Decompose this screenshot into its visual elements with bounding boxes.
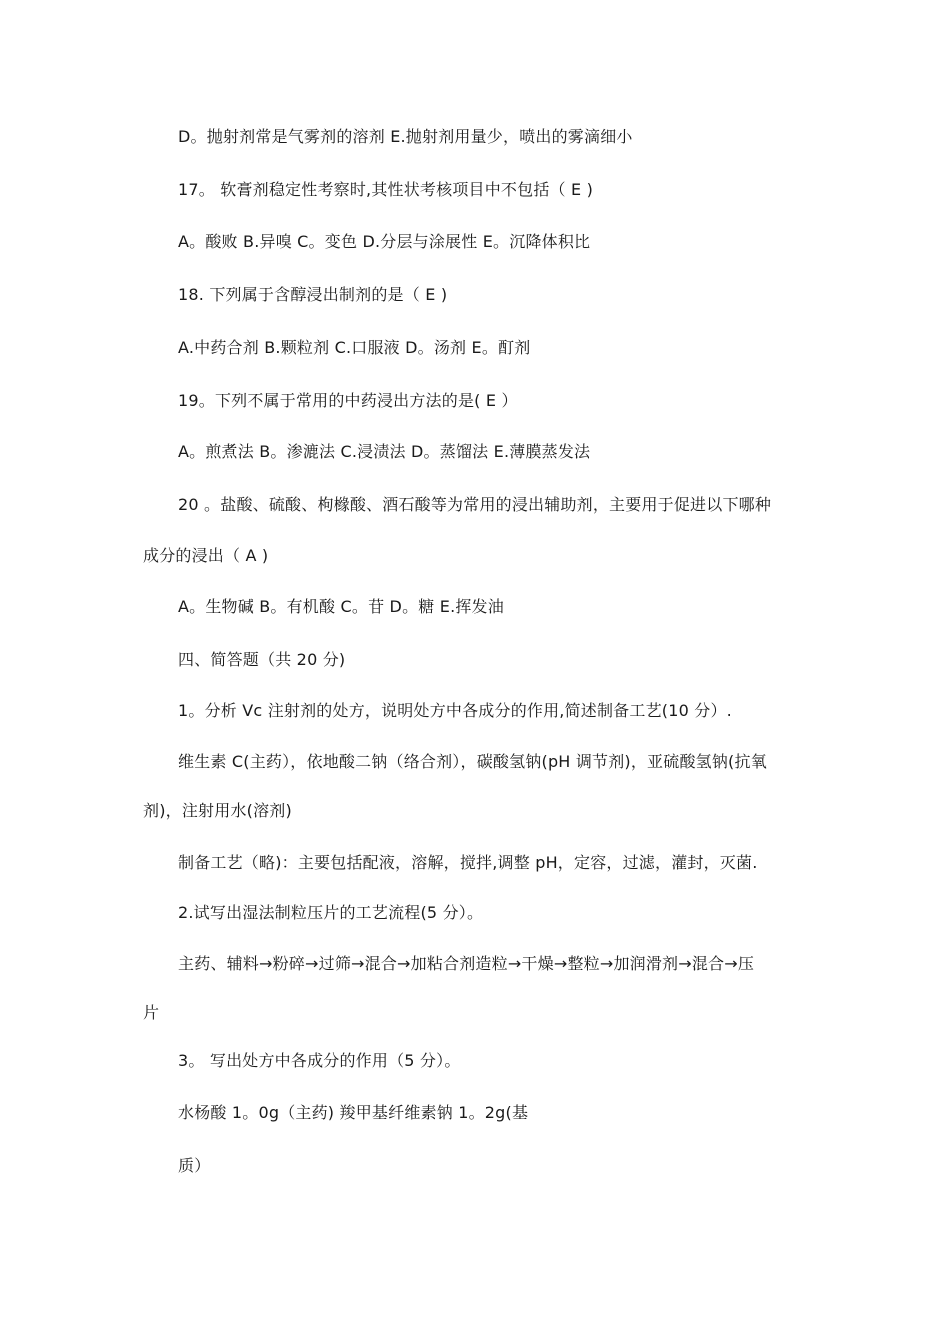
answer-1-text-continued: 剂)，注射用水(溶剂) bbox=[143, 801, 292, 820]
options-18: A.中药合剂 B.颗粒剂 C.口服液 D。汤剂 E。酊剂 bbox=[178, 338, 531, 357]
answer-2-flow-continued: 片 bbox=[143, 1003, 160, 1022]
short-answer-2: 2.试写出湿法制粒压片的工艺流程(5 分）。 bbox=[178, 903, 484, 922]
short-answer-3: 3。 写出处方中各成分的作用（5 分）。 bbox=[178, 1051, 461, 1070]
question-18: 18. 下列属于含醇浸出制剂的是（ E ) bbox=[178, 285, 448, 304]
question-17: 17。 软膏剂稳定性考察时,其性状考核项目中不包括（ E ) bbox=[178, 180, 594, 199]
options-17: A。酸败 B.异嗅 C。变色 D.分层与涂展性 E。沉降体积比 bbox=[178, 232, 591, 251]
question-19: 19。下列不属于常用的中药浸出方法的是( E ） bbox=[178, 391, 518, 410]
option-line-16: D。抛射剂常是气雾剂的溶剂 E.抛射剂用量少，喷出的雾滴细小 bbox=[178, 127, 633, 146]
section-heading: 四、简答题（共 20 分) bbox=[178, 650, 346, 669]
options-20: A。生物碱 B。有机酸 C。苷 D。糖 E.挥发油 bbox=[178, 597, 504, 616]
answer-3-formula-continued: 质） bbox=[178, 1156, 211, 1175]
short-answer-1: 1。分析 Vc 注射剂的处方，说明处方中各成分的作用,简述制备工艺(10 分）. bbox=[178, 701, 732, 720]
question-20-continued: 成分的浸出（ A ) bbox=[143, 546, 269, 565]
answer-3-formula: 水杨酸 1。0g（主药) 羧甲基纤维素钠 1。2g(基 bbox=[178, 1103, 529, 1122]
answer-1-process: 制备工艺（略)：主要包括配液，溶解，搅拌,调整 pH，定容，过滤，灌封，灭菌. bbox=[178, 853, 758, 872]
answer-2-flow: 主药、辅料→粉碎→过筛→混合→加粘合剂造粒→干燥→整粒→加润滑剂→混合→压 bbox=[178, 954, 755, 973]
options-19: A。煎煮法 B。渗漉法 C.浸渍法 D。蒸馏法 E.薄膜蒸发法 bbox=[178, 442, 591, 461]
answer-1-text: 维生素 C(主药），依地酸二钠（络合剂），碳酸氢钠(pH 调节剂)，亚硫酸氢钠(抗氧 bbox=[178, 752, 767, 771]
question-20: 20 。盐酸、硫酸、枸橼酸、酒石酸等为常用的浸出辅助剂，主要用于促进以下哪种 bbox=[178, 495, 772, 514]
